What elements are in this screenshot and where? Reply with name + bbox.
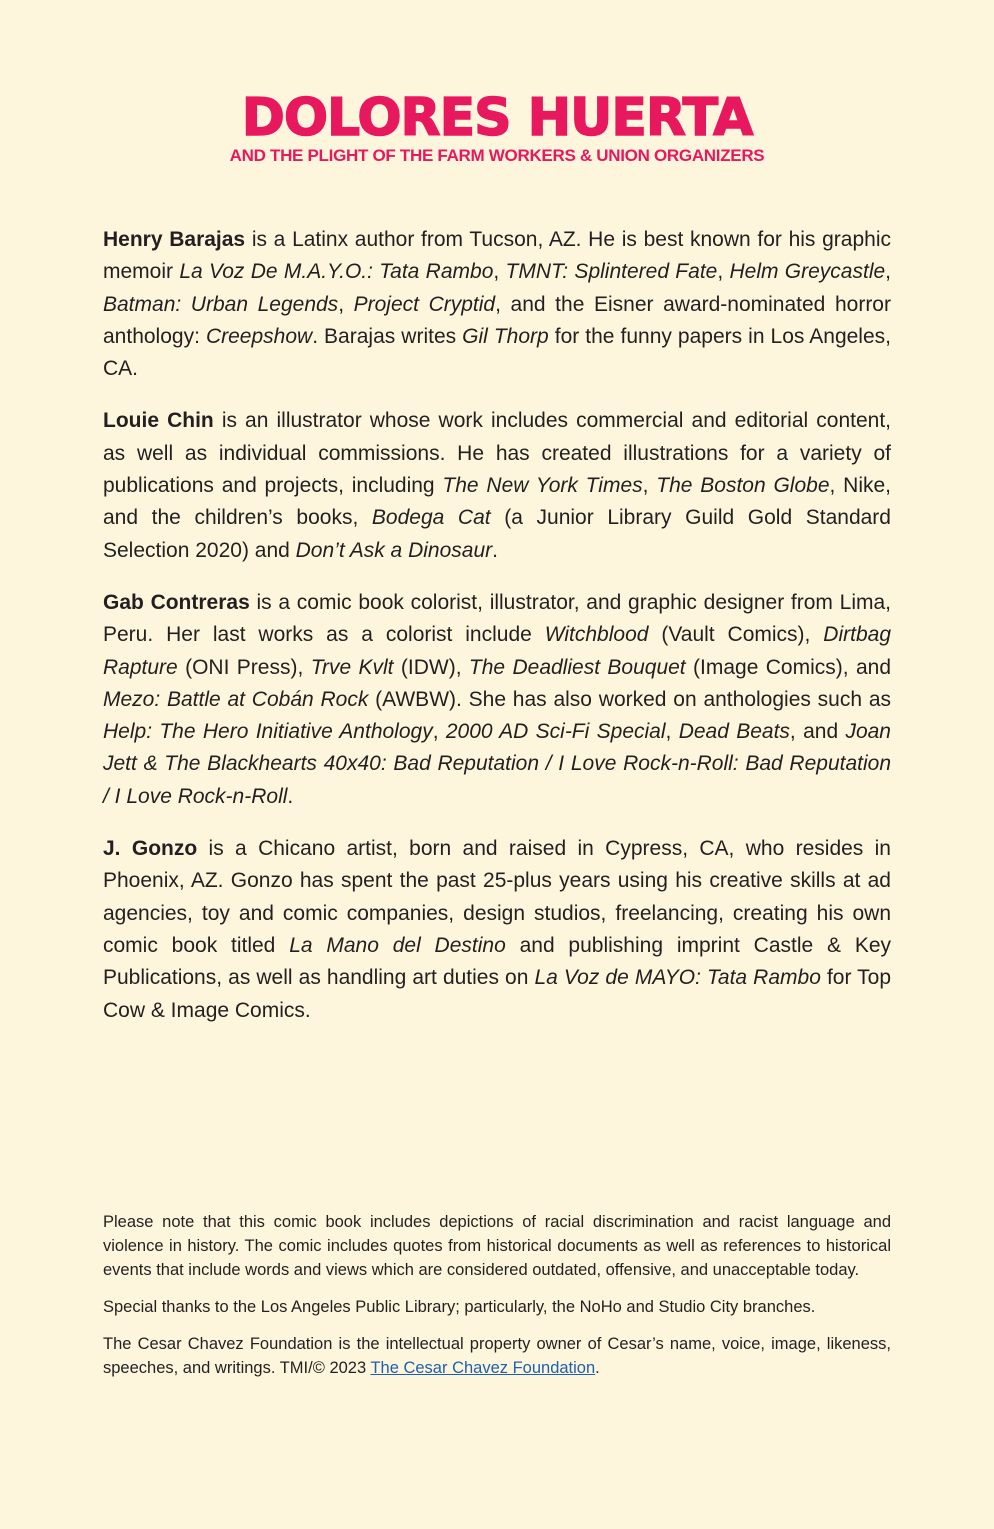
work-title: La Mano del Destino	[289, 933, 506, 957]
bio-text: (IDW),	[393, 655, 469, 679]
content-disclaimer: Please note that this comic book includes depictions of racial discrimination and racist language and violence in history. The comic includes quotes from historical documents as well as references to historical events that include words and views which are considered outdated, offensive, and unacceptable today.	[103, 1213, 891, 1279]
bio-text: (Vault Comics),	[648, 623, 824, 647]
work-title: La Voz De M.A.Y.O.: Tata Rambo	[179, 260, 494, 284]
notes-section	[103, 1210, 891, 1393]
bio-text: for Top Cow & Image Comics.	[103, 966, 892, 1022]
ip-notice-text: The Cesar Chavez Foundation is the intellectual property owner of Cesar’s name, voice, image, likeness, speeches, and writings. TMI/© 2023	[103, 1335, 891, 1377]
work-title: Dead Beats	[678, 720, 790, 744]
work-title: Bodega Cat	[371, 506, 491, 530]
bio-j-gonzo	[103, 833, 891, 1027]
ip-notice-end: .	[595, 1359, 600, 1377]
work-title: Creepshow	[205, 324, 313, 348]
bio-text: , Nike, and the children’s books,	[103, 474, 891, 530]
bio-henry-barajas	[103, 224, 891, 385]
bio-text: , and the Eisner award-nominated horror anthology:	[103, 292, 891, 348]
bio-text: is a Latinx author from Tucson, AZ. He is best known for his graphic memoir	[103, 228, 892, 284]
bio-text: ,	[885, 260, 892, 284]
bio-name: J. Gonzo	[103, 837, 198, 861]
work-title: Mezo: Battle at Cobán Rock	[103, 687, 369, 711]
bio-text: is an illustrator whose work includes commercial and editorial content, as well as individual commissions. He has created illustrations for a variety of publications and projects, including	[103, 409, 891, 498]
bio-text: ,	[665, 720, 679, 744]
bio-text: . Barajas writes	[312, 324, 463, 348]
work-title: Helm Greycastle	[729, 260, 886, 284]
work-title: Trve Kvlt	[310, 655, 394, 679]
bio-text: .	[287, 784, 294, 808]
page-subtitle: AND THE PLIGHT OF THE FARM WORKERS & UNION ORGANIZERS	[229, 146, 765, 165]
bio-text: is a comic book colorist, illustrator, and graphic designer from Lima, Peru. Her last works as a colorist include	[103, 590, 891, 647]
bio-gab-contreras	[103, 587, 891, 813]
bio-text: , and	[789, 720, 846, 744]
work-title: Help: The Hero Initiative Anthology	[103, 720, 433, 744]
work-title: Witchblood	[544, 623, 649, 647]
bio-text: is a Chicano artist, born and raised in Cypress, CA, who resides in Phoenix, AZ. Gonzo has spent the past 25-plus years using his creative skills at ad agencies, toy and comic companies, design studios, freelancing, creating his own comic book titled	[103, 837, 891, 957]
bio-text: (AWBW). She has also worked on anthologies such as	[368, 687, 892, 711]
work-title: 2000 AD Sci-Fi Special	[445, 720, 666, 744]
work-title: Joan Jett & The Blackhearts 40x40: Bad Reputation / I Love Rock-n-Roll: Bad Reputation / I Love Rock-n-Roll	[103, 720, 891, 808]
work-title: The Boston Globe	[656, 474, 830, 498]
foundation-link[interactable]: The Cesar Chavez Foundation	[370, 1359, 596, 1377]
bio-text: (Image Comics), and	[685, 655, 892, 679]
bio-name: Gab Contreras	[103, 590, 250, 614]
bio-text: .	[492, 538, 498, 562]
work-title: Don’t Ask a Dinosaur	[295, 538, 493, 562]
bio-text: ,	[432, 720, 446, 744]
bio-text: ,	[642, 474, 657, 498]
bio-name: Louie Chin	[103, 409, 214, 433]
page-title: DOLORES HUERTA	[241, 88, 753, 148]
work-title: The New York Times	[442, 474, 643, 498]
bio-text: (a Junior Library Guild Gold Standard Selection 2020) and	[103, 506, 891, 562]
work-title: Dirtbag Rapture	[103, 623, 891, 679]
work-title: The Deadliest Bouquet	[468, 655, 686, 679]
bio-text: ,	[493, 260, 506, 284]
page-header	[0, 88, 994, 166]
bio-text: ,	[717, 260, 730, 284]
special-thanks: Special thanks to the Los Angeles Public Library; particularly, the NoHo and Studio City branches.	[103, 1298, 816, 1316]
work-title: TMNT: Splintered Fate	[505, 260, 718, 284]
creator-bios	[103, 224, 891, 1047]
work-title: Project Cryptid	[353, 292, 496, 316]
work-title: Gil Thorp	[462, 324, 549, 348]
bio-text: and publishing imprint Castle & Key Publications, as well as handling art duties on	[103, 933, 891, 990]
work-title: Batman: Urban Legends	[103, 292, 339, 316]
bio-text: (ONI Press),	[177, 655, 311, 679]
bio-name: Henry Barajas	[103, 228, 246, 251]
bio-text: ,	[338, 292, 354, 316]
bio-louie-chin	[103, 405, 891, 566]
bio-text: for the funny papers in Los Angeles, CA.	[103, 324, 891, 381]
work-title: La Voz de MAYO: Tata Rambo	[534, 966, 821, 990]
ip-notice	[103, 1332, 891, 1380]
